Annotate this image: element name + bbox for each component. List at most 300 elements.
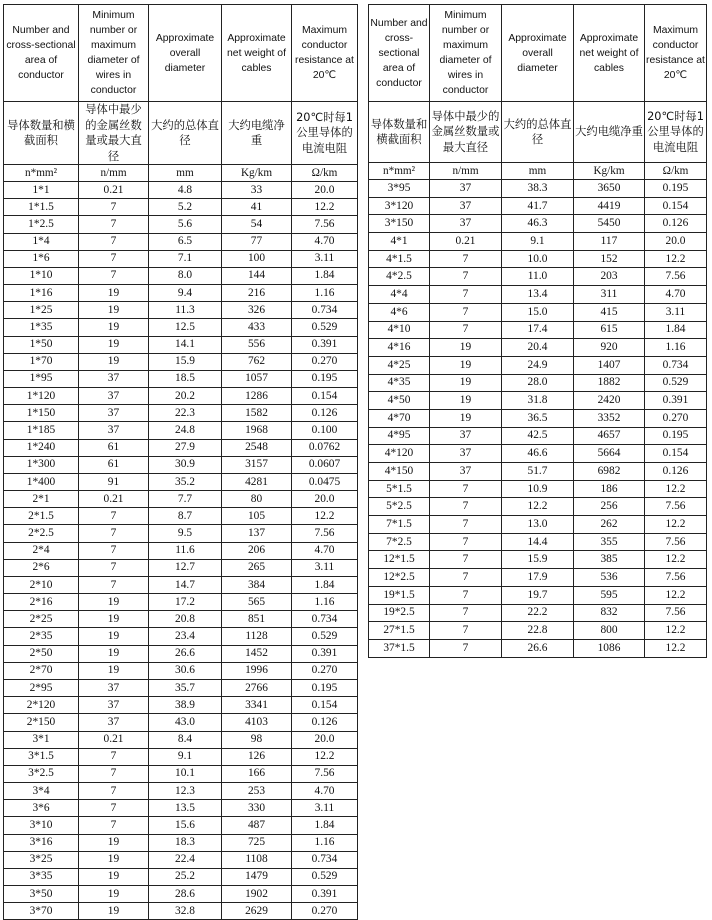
cell-wire-count: 7 — [79, 508, 149, 525]
cell-net-weight: 152 — [574, 250, 645, 268]
cell-net-weight: 1882 — [574, 374, 645, 392]
cell-wire-count: 7 — [430, 551, 502, 569]
cell-overall-diameter: 10.0 — [502, 250, 574, 268]
cell-overall-diameter: 24.9 — [502, 356, 574, 374]
table-row — [369, 392, 707, 410]
table-body-right — [369, 180, 707, 658]
cell-conductor-area: 4*1 — [369, 233, 430, 251]
cell-overall-diameter: 6.5 — [149, 233, 222, 250]
cell-net-weight: 330 — [222, 800, 292, 817]
cell-resistance: 20.0 — [292, 731, 358, 748]
cell-overall-diameter: 15.6 — [149, 817, 222, 834]
cell-wire-count: 7 — [430, 569, 502, 587]
cell-net-weight: 216 — [222, 285, 292, 302]
cell-wire-count: 37 — [79, 388, 149, 405]
cell-resistance: 1.84 — [292, 267, 358, 284]
cell-resistance: 0.391 — [292, 645, 358, 662]
cell-conductor-area: 1*120 — [4, 388, 79, 405]
cell-overall-diameter: 38.9 — [149, 697, 222, 714]
table-row — [369, 533, 707, 551]
cell-resistance: 7.56 — [645, 604, 707, 622]
cell-wire-count: 37 — [430, 180, 502, 198]
cell-conductor-area: 2*70 — [4, 662, 79, 679]
cell-conductor-area: 2*6 — [4, 559, 79, 576]
cell-wire-count: 7 — [430, 604, 502, 622]
cell-net-weight: 206 — [222, 542, 292, 559]
cell-wire-count: 61 — [79, 439, 149, 456]
cell-resistance: 0.270 — [645, 409, 707, 427]
unit-overall-diameter: mm — [502, 163, 574, 180]
table-row — [4, 508, 358, 525]
cell-net-weight: 117 — [574, 233, 645, 251]
table-row — [4, 267, 358, 284]
table-row — [4, 748, 358, 765]
cell-resistance: 0.126 — [645, 215, 707, 233]
cell-overall-diameter: 28.0 — [502, 374, 574, 392]
unit-resistance: Ω/km — [645, 163, 707, 180]
cell-conductor-area: 5*2.5 — [369, 498, 430, 516]
cell-conductor-area: 2*35 — [4, 628, 79, 645]
cell-conductor-area: 3*6 — [4, 800, 79, 817]
cell-resistance: 0.391 — [292, 886, 358, 903]
cell-overall-diameter: 17.4 — [502, 321, 574, 339]
cell-resistance: 7.56 — [645, 533, 707, 551]
table-row — [369, 498, 707, 516]
cell-wire-count: 0.21 — [79, 491, 149, 508]
cell-wire-count: 37 — [79, 714, 149, 731]
table-row — [369, 569, 707, 587]
cell-net-weight: 262 — [574, 516, 645, 534]
unit-resistance: Ω/km — [292, 165, 358, 182]
cell-net-weight: 1996 — [222, 662, 292, 679]
table-row — [4, 405, 358, 422]
cell-resistance: 0.154 — [645, 197, 707, 215]
cell-conductor-area: 3*4 — [4, 783, 79, 800]
table-row — [369, 374, 707, 392]
cell-conductor-area: 1*50 — [4, 336, 79, 353]
cell-resistance: 0.195 — [292, 370, 358, 387]
cell-resistance: 1.16 — [292, 594, 358, 611]
cell-wire-count: 19 — [430, 392, 502, 410]
cell-conductor-area: 4*70 — [369, 409, 430, 427]
cable-spec-table-left — [3, 4, 358, 920]
cell-conductor-area: 4*35 — [369, 374, 430, 392]
cell-net-weight: 166 — [222, 765, 292, 782]
cell-wire-count: 7 — [79, 559, 149, 576]
cell-wire-count: 7 — [430, 516, 502, 534]
cell-conductor-area: 3*10 — [4, 817, 79, 834]
cell-conductor-area: 1*150 — [4, 405, 79, 422]
cell-conductor-area: 3*1 — [4, 731, 79, 748]
cell-wire-count: 37 — [79, 405, 149, 422]
cell-overall-diameter: 23.4 — [149, 628, 222, 645]
table-row — [369, 180, 707, 198]
cell-resistance: 0.154 — [292, 388, 358, 405]
cell-net-weight: 851 — [222, 611, 292, 628]
cell-overall-diameter: 22.2 — [502, 604, 574, 622]
cell-net-weight: 41 — [222, 199, 292, 216]
col-header-en-resistance: Maximum conductor resistance at 20℃ — [292, 5, 358, 102]
cell-overall-diameter: 8.7 — [149, 508, 222, 525]
cell-net-weight: 536 — [574, 569, 645, 587]
cell-overall-diameter: 41.7 — [502, 197, 574, 215]
cell-net-weight: 415 — [574, 303, 645, 321]
cell-net-weight: 33 — [222, 182, 292, 199]
cell-conductor-area: 7*1.5 — [369, 516, 430, 534]
cell-net-weight: 256 — [574, 498, 645, 516]
table-row — [4, 628, 358, 645]
col-header-en-overall-diameter: Approximate overall diameter — [502, 5, 574, 102]
table-row — [4, 250, 358, 267]
cell-resistance: 0.154 — [645, 445, 707, 463]
table-row — [4, 576, 358, 593]
cell-net-weight: 137 — [222, 525, 292, 542]
cell-wire-count: 7 — [79, 800, 149, 817]
cell-conductor-area: 1*300 — [4, 456, 79, 473]
cell-net-weight: 144 — [222, 267, 292, 284]
col-header-cn-wire-count: 导体中最少的金属丝数量或最大直径 — [430, 102, 502, 163]
table-row — [4, 182, 358, 199]
cell-resistance: 0.529 — [645, 374, 707, 392]
table-row — [4, 233, 358, 250]
cell-wire-count: 7 — [79, 250, 149, 267]
cell-overall-diameter: 31.8 — [502, 392, 574, 410]
cell-resistance: 12.2 — [645, 516, 707, 534]
table-row — [4, 817, 358, 834]
col-header-cn-resistance: 20℃时每1公里导体的电流电阻 — [645, 102, 707, 163]
cell-wire-count: 0.21 — [79, 182, 149, 199]
table-row — [369, 268, 707, 286]
cell-overall-diameter: 22.8 — [502, 622, 574, 640]
cell-wire-count: 37 — [79, 697, 149, 714]
table-row — [4, 834, 358, 851]
cell-conductor-area: 2*2.5 — [4, 525, 79, 542]
cell-resistance: 0.270 — [292, 903, 358, 920]
header-row-cn — [4, 102, 358, 165]
cell-net-weight: 385 — [574, 551, 645, 569]
cell-resistance: 4.70 — [645, 286, 707, 304]
cell-overall-diameter: 11.3 — [149, 302, 222, 319]
cell-resistance: 7.56 — [292, 525, 358, 542]
cell-overall-diameter: 8.4 — [149, 731, 222, 748]
cell-overall-diameter: 28.6 — [149, 886, 222, 903]
cell-overall-diameter: 30.6 — [149, 662, 222, 679]
cell-net-weight: 355 — [574, 533, 645, 551]
cell-resistance: 0.100 — [292, 422, 358, 439]
cell-net-weight: 615 — [574, 321, 645, 339]
cell-resistance: 0.734 — [292, 851, 358, 868]
cell-overall-diameter: 27.9 — [149, 439, 222, 456]
cell-overall-diameter: 8.0 — [149, 267, 222, 284]
cell-resistance: 4.70 — [292, 783, 358, 800]
table-row — [4, 679, 358, 696]
cell-wire-count: 7 — [79, 576, 149, 593]
cell-overall-diameter: 13.0 — [502, 516, 574, 534]
table-row — [4, 473, 358, 490]
cell-resistance: 0.529 — [292, 319, 358, 336]
table-row — [369, 427, 707, 445]
cell-wire-count: 37 — [430, 215, 502, 233]
cell-wire-count: 37 — [430, 427, 502, 445]
cell-net-weight: 800 — [574, 622, 645, 640]
cell-net-weight: 1407 — [574, 356, 645, 374]
table-row — [369, 356, 707, 374]
cell-wire-count: 19 — [79, 645, 149, 662]
cell-conductor-area: 2*95 — [4, 679, 79, 696]
cell-net-weight: 4657 — [574, 427, 645, 445]
col-header-cn-conductor-area: 导体数量和横截面积 — [369, 102, 430, 163]
col-header-en-net-weight: Approximate net weight of cables — [222, 5, 292, 102]
table-row — [4, 216, 358, 233]
table-row — [369, 516, 707, 534]
cell-conductor-area: 3*35 — [4, 868, 79, 885]
cell-resistance: 0.734 — [292, 611, 358, 628]
cell-conductor-area: 4*2.5 — [369, 268, 430, 286]
cell-overall-diameter: 15.0 — [502, 303, 574, 321]
table-row — [4, 353, 358, 370]
cell-overall-diameter: 43.0 — [149, 714, 222, 731]
cell-wire-count: 37 — [79, 679, 149, 696]
cell-wire-count: 7 — [430, 268, 502, 286]
cell-resistance: 1.16 — [645, 339, 707, 357]
unit-net-weight: Kg/km — [222, 165, 292, 182]
cell-conductor-area: 1*10 — [4, 267, 79, 284]
cell-wire-count: 7 — [430, 586, 502, 604]
cell-overall-diameter: 5.6 — [149, 216, 222, 233]
cell-wire-count: 7 — [79, 817, 149, 834]
col-header-en-wire-count: Minimum number or maximum diameter of wires in conductor — [79, 5, 149, 102]
cell-resistance: 3.11 — [645, 303, 707, 321]
cell-overall-diameter: 35.7 — [149, 679, 222, 696]
cell-resistance: 1.16 — [292, 285, 358, 302]
cell-overall-diameter: 7.1 — [149, 250, 222, 267]
cell-conductor-area: 2*4 — [4, 542, 79, 559]
cell-wire-count: 61 — [79, 456, 149, 473]
unit-conductor-area: n*mm² — [369, 163, 430, 180]
table-row — [369, 233, 707, 251]
table-row — [4, 302, 358, 319]
cell-overall-diameter: 19.7 — [502, 586, 574, 604]
table-row — [369, 463, 707, 481]
cell-wire-count: 37 — [79, 370, 149, 387]
col-header-cn-overall-diameter: 大约的总体直径 — [502, 102, 574, 163]
cell-conductor-area: 1*2.5 — [4, 216, 79, 233]
cell-resistance: 7.56 — [645, 498, 707, 516]
cell-resistance: 20.0 — [292, 491, 358, 508]
cell-resistance: 1.84 — [645, 321, 707, 339]
table-row — [4, 714, 358, 731]
cell-overall-diameter: 25.2 — [149, 868, 222, 885]
cell-conductor-area: 12*1.5 — [369, 551, 430, 569]
header-row-units — [4, 165, 358, 182]
cell-net-weight: 326 — [222, 302, 292, 319]
cell-wire-count: 37 — [430, 445, 502, 463]
header-row-cn — [369, 102, 707, 163]
cell-wire-count: 7 — [79, 233, 149, 250]
cell-wire-count: 7 — [430, 321, 502, 339]
table-row — [369, 551, 707, 569]
cell-net-weight: 98 — [222, 731, 292, 748]
table-row — [4, 559, 358, 576]
cell-conductor-area: 3*70 — [4, 903, 79, 920]
cell-conductor-area: 1*185 — [4, 422, 79, 439]
cell-conductor-area: 4*1.5 — [369, 250, 430, 268]
cell-resistance: 4.70 — [292, 233, 358, 250]
cell-conductor-area: 19*2.5 — [369, 604, 430, 622]
cell-wire-count: 7 — [79, 525, 149, 542]
cell-overall-diameter: 12.7 — [149, 559, 222, 576]
cell-conductor-area: 1*4 — [4, 233, 79, 250]
cell-net-weight: 3650 — [574, 180, 645, 198]
cell-overall-diameter: 18.5 — [149, 370, 222, 387]
cell-wire-count: 19 — [79, 628, 149, 645]
cell-conductor-area: 3*150 — [369, 215, 430, 233]
cell-overall-diameter: 11.6 — [149, 542, 222, 559]
cell-wire-count: 19 — [430, 374, 502, 392]
cell-wire-count: 19 — [79, 302, 149, 319]
cell-conductor-area: 4*4 — [369, 286, 430, 304]
cell-net-weight: 832 — [574, 604, 645, 622]
cell-conductor-area: 2*1 — [4, 491, 79, 508]
cell-net-weight: 1286 — [222, 388, 292, 405]
cell-wire-count: 7 — [79, 748, 149, 765]
cell-wire-count: 19 — [79, 319, 149, 336]
table-row — [4, 800, 358, 817]
cell-conductor-area: 3*2.5 — [4, 765, 79, 782]
cell-overall-diameter: 10.9 — [502, 480, 574, 498]
cell-resistance: 0.270 — [292, 662, 358, 679]
cell-net-weight: 186 — [574, 480, 645, 498]
cell-overall-diameter: 9.1 — [149, 748, 222, 765]
cell-overall-diameter: 11.0 — [502, 268, 574, 286]
cell-wire-count: 19 — [430, 339, 502, 357]
cell-resistance: 12.2 — [645, 622, 707, 640]
cell-net-weight: 565 — [222, 594, 292, 611]
header-row-en — [369, 5, 707, 102]
cell-net-weight: 1452 — [222, 645, 292, 662]
cell-overall-diameter: 26.6 — [149, 645, 222, 662]
cell-conductor-area: 4*50 — [369, 392, 430, 410]
cell-overall-diameter: 38.3 — [502, 180, 574, 198]
cell-net-weight: 4103 — [222, 714, 292, 731]
cell-resistance: 1.84 — [292, 817, 358, 834]
cell-resistance: 0.0475 — [292, 473, 358, 490]
cell-conductor-area: 1*6 — [4, 250, 79, 267]
cell-net-weight: 265 — [222, 559, 292, 576]
cell-overall-diameter: 35.2 — [149, 473, 222, 490]
cell-resistance: 1.16 — [292, 834, 358, 851]
table-row — [4, 370, 358, 387]
cell-overall-diameter: 12.2 — [502, 498, 574, 516]
cell-net-weight: 5450 — [574, 215, 645, 233]
table-row — [4, 868, 358, 885]
cell-wire-count: 7 — [79, 199, 149, 216]
cell-resistance: 0.529 — [292, 868, 358, 885]
cell-wire-count: 19 — [79, 868, 149, 885]
cell-overall-diameter: 9.5 — [149, 525, 222, 542]
cell-resistance: 0.126 — [292, 405, 358, 422]
table-row — [4, 886, 358, 903]
table-row — [369, 445, 707, 463]
cell-net-weight: 384 — [222, 576, 292, 593]
col-header-cn-resistance: 20℃时每1公里导体的电流电阻 — [292, 102, 358, 165]
cell-resistance: 12.2 — [292, 199, 358, 216]
cell-resistance: 12.2 — [645, 586, 707, 604]
cell-overall-diameter: 15.9 — [502, 551, 574, 569]
cell-resistance: 12.2 — [645, 639, 707, 657]
cell-conductor-area: 4*6 — [369, 303, 430, 321]
cell-resistance: 4.70 — [292, 542, 358, 559]
cell-conductor-area: 2*16 — [4, 594, 79, 611]
cell-net-weight: 1968 — [222, 422, 292, 439]
table-row — [4, 783, 358, 800]
cell-conductor-area: 2*1.5 — [4, 508, 79, 525]
cell-net-weight: 1582 — [222, 405, 292, 422]
table-row — [369, 604, 707, 622]
table-row — [4, 662, 358, 679]
cell-overall-diameter: 20.2 — [149, 388, 222, 405]
cell-overall-diameter: 14.7 — [149, 576, 222, 593]
col-header-en-resistance: Maximum conductor resistance at 20℃ — [645, 5, 707, 102]
cell-resistance: 0.126 — [645, 463, 707, 481]
cell-net-weight: 1057 — [222, 370, 292, 387]
cell-net-weight: 100 — [222, 250, 292, 267]
cell-conductor-area: 1*16 — [4, 285, 79, 302]
table-row — [369, 303, 707, 321]
cell-wire-count: 91 — [79, 473, 149, 490]
cell-overall-diameter: 17.9 — [502, 569, 574, 587]
table-row — [4, 336, 358, 353]
cell-conductor-area: 19*1.5 — [369, 586, 430, 604]
cell-conductor-area: 4*120 — [369, 445, 430, 463]
table-row — [4, 422, 358, 439]
col-header-cn-conductor-area: 导体数量和横截面积 — [4, 102, 79, 165]
unit-wire-count: n/mm — [430, 163, 502, 180]
cell-conductor-area: 12*2.5 — [369, 569, 430, 587]
cell-net-weight: 595 — [574, 586, 645, 604]
cell-overall-diameter: 7.7 — [149, 491, 222, 508]
cell-conductor-area: 1*240 — [4, 439, 79, 456]
cell-wire-count: 19 — [79, 662, 149, 679]
cell-resistance: 0.270 — [292, 353, 358, 370]
cell-overall-diameter: 22.3 — [149, 405, 222, 422]
cell-resistance: 12.2 — [645, 480, 707, 498]
cell-net-weight: 762 — [222, 353, 292, 370]
cell-conductor-area: 4*95 — [369, 427, 430, 445]
cell-resistance: 0.195 — [645, 427, 707, 445]
cell-net-weight: 1902 — [222, 886, 292, 903]
cell-net-weight: 1086 — [574, 639, 645, 657]
cell-wire-count: 37 — [430, 197, 502, 215]
cell-conductor-area: 4*150 — [369, 463, 430, 481]
table-row — [4, 611, 358, 628]
cell-resistance: 20.0 — [645, 233, 707, 251]
cell-net-weight: 920 — [574, 339, 645, 357]
cell-conductor-area: 4*10 — [369, 321, 430, 339]
table-row — [369, 339, 707, 357]
header-row-en — [4, 5, 358, 102]
cell-resistance: 0.0607 — [292, 456, 358, 473]
cell-net-weight: 3157 — [222, 456, 292, 473]
table-row — [4, 851, 358, 868]
cell-conductor-area: 2*25 — [4, 611, 79, 628]
cell-net-weight: 2420 — [574, 392, 645, 410]
cell-wire-count: 7 — [430, 533, 502, 551]
table-row — [4, 285, 358, 302]
cell-conductor-area: 4*16 — [369, 339, 430, 357]
cell-resistance: 0.391 — [292, 336, 358, 353]
cell-wire-count: 7 — [79, 267, 149, 284]
